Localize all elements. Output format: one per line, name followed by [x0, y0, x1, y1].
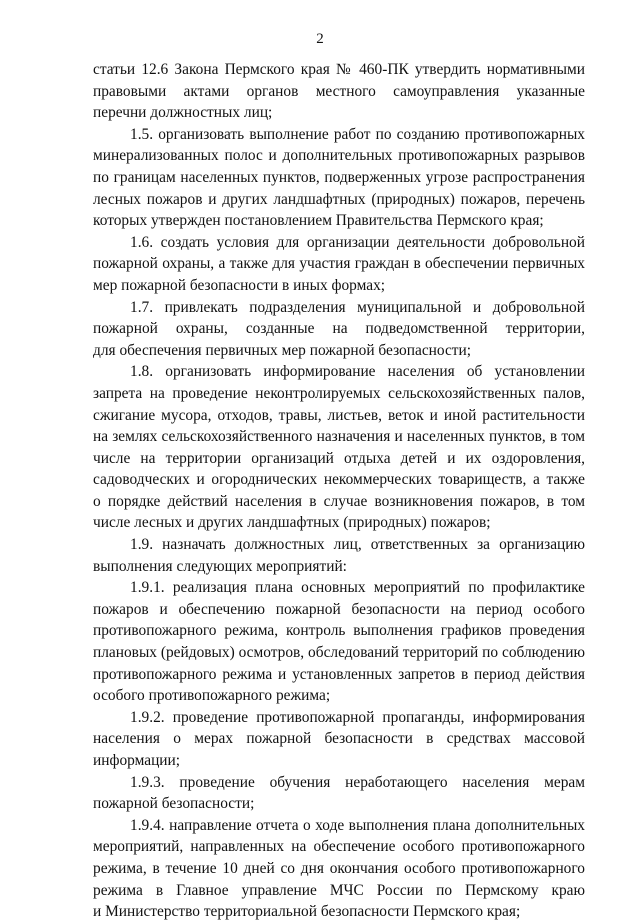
text-line: которых утвержден постановлением Правительства Пермского края;: [93, 212, 544, 230]
text-line: выполнения следующих мероприятий:: [93, 557, 347, 575]
text-line: особого противопожарного режима;: [93, 687, 331, 705]
text-line: пожарной охраны, а также для участия граждан в обеспечении первичных: [93, 255, 585, 273]
text-line: правовыми актами органов местного самоуправления указанные: [93, 82, 585, 100]
text-line: 1.9.2. проведение противопожарной пропаганды, информирования: [130, 708, 585, 726]
text-line: 1.9. назначать должностных лиц, ответственных за организацию: [130, 536, 585, 554]
text-line: противопожарного режима и установленных запретов в период действия: [93, 665, 585, 683]
text-line: 1.5. организовать выполнение работ по созданию противопожарных: [130, 125, 585, 143]
text-line: числе на территории организаций отдыха детей и их оздоровления,: [93, 449, 585, 467]
paragraph-p1-9: [93, 534, 585, 577]
text-line: минерализованных полос и дополнительных противопожарных разрывов: [93, 147, 585, 165]
text-line: 1.6. создать условия для организации деятельности добровольной: [130, 233, 585, 251]
paragraph-p1-8: [93, 361, 585, 534]
document-body: [93, 59, 585, 923]
text-line: сжигание мусора, отходов, травы, листьев, веток и иной растительности: [93, 406, 585, 424]
page-number: 2: [316, 31, 324, 47]
text-line: 1.7. привлекать подразделения муниципальной и добровольной: [130, 298, 585, 316]
text-line: на землях сельскохозяйственного назначения и населенных пунктов, в том: [93, 428, 585, 446]
text-line: запрета на проведение неконтролируемых сельскохозяйственных палов,: [93, 384, 585, 402]
text-line: 1.8. организовать информирование населения об установлении: [130, 363, 585, 381]
text-line: 1.9.3. проведение обучения неработающего населения мерам: [130, 773, 585, 791]
text-line: числе лесных и других ландшафтных (природных) пожаров;: [93, 514, 491, 532]
text-line: по границам населенных пунктов, подверженных угрозе распространения: [93, 168, 585, 186]
text-line: противопожарного режима, контроль выполнения графиков проведения: [93, 622, 585, 640]
paragraph-p1-9-3: [93, 772, 585, 815]
text-line: информации;: [93, 752, 181, 769]
text-line: мероприятий, направленных на обеспечение особого противопожарного: [93, 838, 585, 856]
text-line: о порядке действий населения в случае возникновения пожаров, в том: [93, 492, 585, 510]
text-line: 1.9.4. направление отчета о ходе выполнения плана дополнительных: [130, 816, 585, 834]
text-line: плановых (рейдовых) осмотров, обследований территорий по соблюдению: [93, 644, 585, 662]
text-line: мер пожарной безопасности в иных формах;: [93, 276, 386, 294]
paragraph-p1-5: [93, 124, 585, 232]
text-line: пожарной безопасности;: [93, 795, 255, 813]
paragraph-p1-9-4: [93, 815, 585, 923]
text-line: пожарной охраны, созданные на подведомственной территории,: [93, 320, 585, 338]
paragraph-p1-9-2: [93, 707, 585, 772]
paragraph-cont: [93, 59, 585, 124]
text-line: для обеспечения первичных мер пожарной безопасности;: [93, 341, 472, 359]
text-line: режима в Главное управление МЧС России по Пермскому краю: [93, 881, 585, 899]
text-line: садоводческих и огороднических некоммерческих товариществ, а также: [93, 471, 585, 489]
text-line: 1.9.1. реализация плана основных мероприятий по профилактике: [130, 579, 585, 597]
text-line: и Министерство территориальной безопасности Пермского края;: [93, 903, 521, 921]
text-line: лесных пожаров и других ландшафтных (природных) пожаров, перечень: [93, 190, 585, 208]
paragraph-p1-6: [93, 232, 585, 297]
paragraph-p1-9-1: [93, 577, 585, 707]
text-line: пожаров и обеспечению пожарной безопасности на период особого: [93, 600, 585, 618]
text-line: режима, в течение 10 дней со дня окончания особого противопожарного: [93, 859, 585, 877]
paragraph-p1-7: [93, 297, 585, 362]
text-line: перечни должностных лиц;: [93, 104, 273, 122]
text-line: населения о мерах пожарной безопасности в средствах массовой: [93, 730, 585, 748]
text-line: статьи 12.6 Закона Пермского края № 460-ПК утвердить нормативными: [93, 61, 585, 78]
